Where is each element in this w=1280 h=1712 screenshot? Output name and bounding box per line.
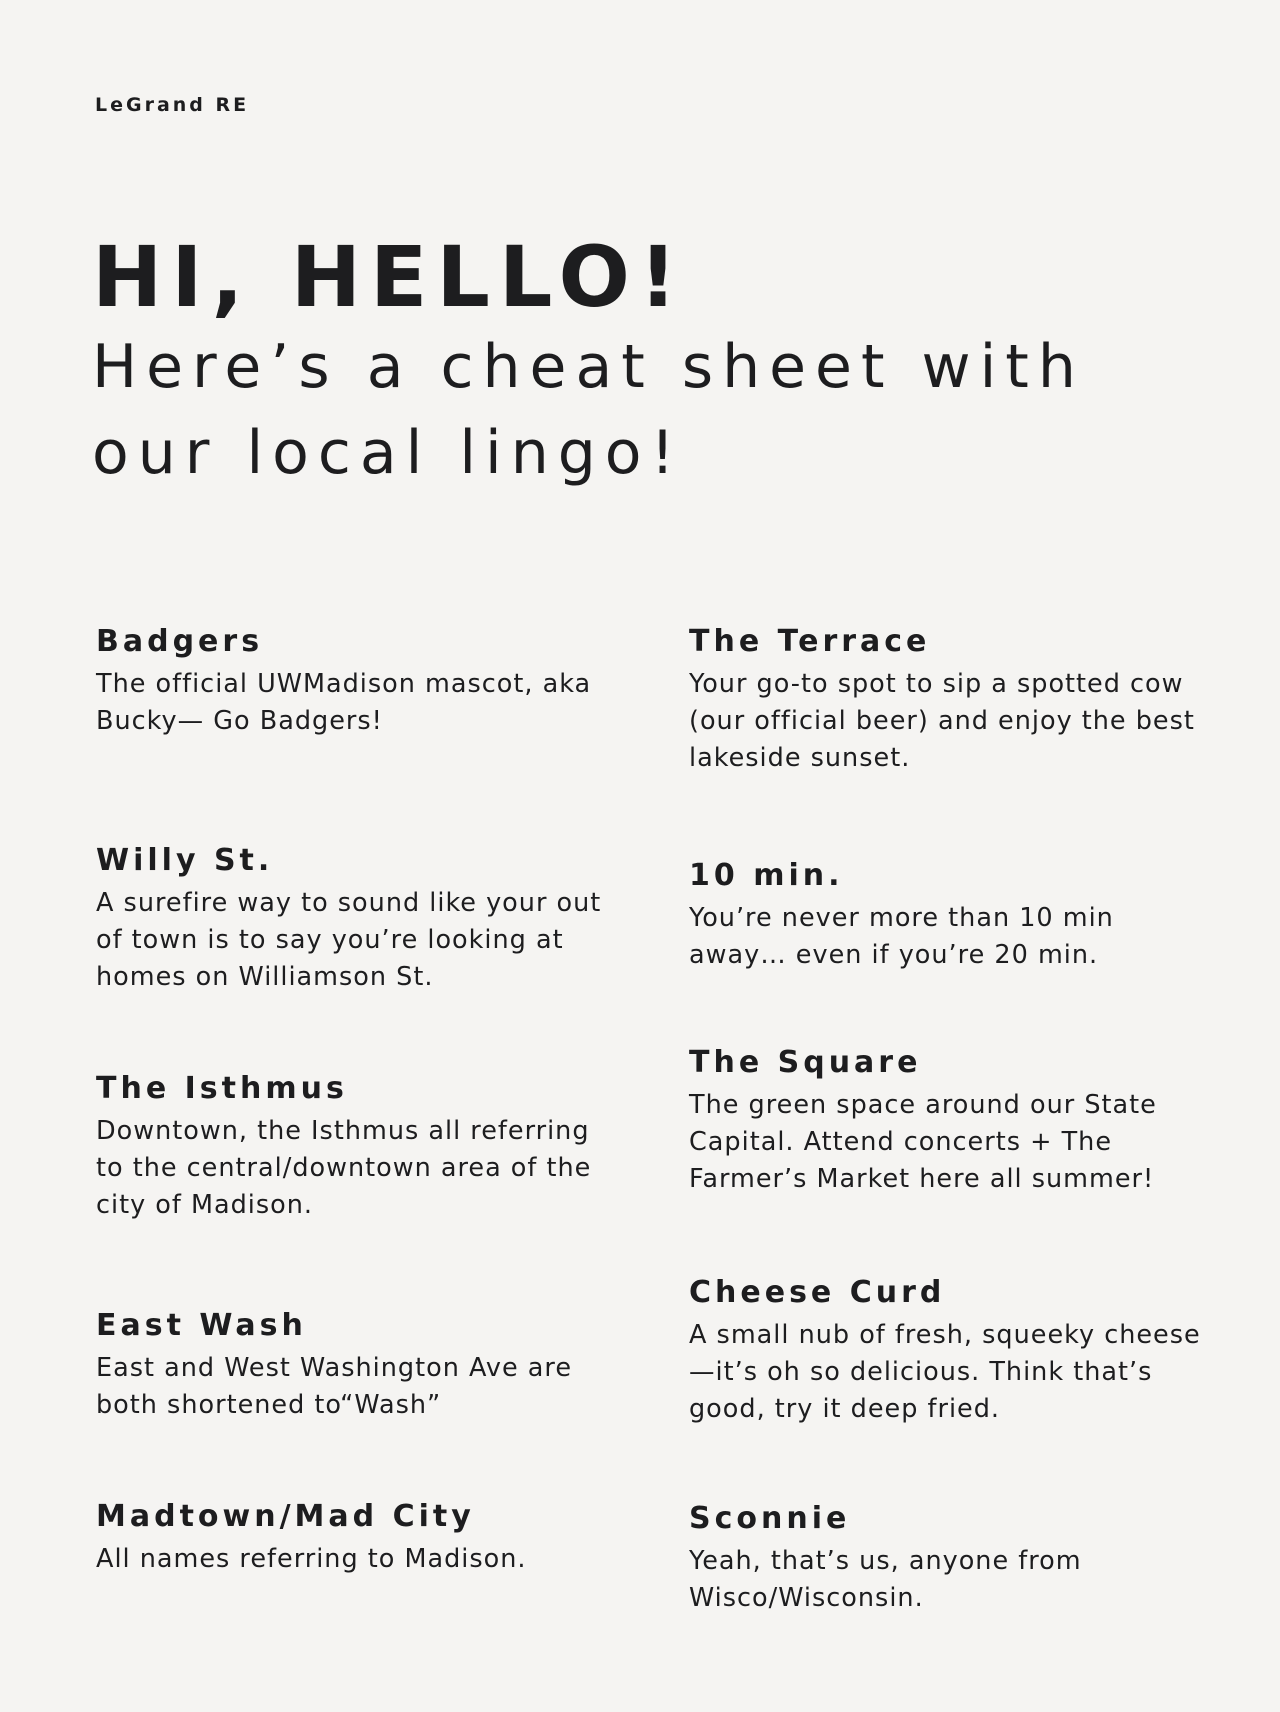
- term-definition: Yeah, that’s us, anyone from Wisco/Wisconsin.: [689, 1546, 1082, 1613]
- hero-subtitle: Here’s a cheat sheet with our local lingo!: [92, 332, 1085, 488]
- term-definition: All names referring to Madison.: [96, 1544, 527, 1574]
- term-definition: You’re never more than 10 min away… even if you’re 20 min.: [689, 903, 1114, 970]
- term-definition: The official UWMadison mascot, aka Bucky— Go Badgers!: [96, 669, 592, 736]
- term-entry: [96, 841, 616, 996]
- term-title: Sconnie: [689, 1501, 851, 1536]
- term-entry: [96, 1497, 616, 1578]
- term-title: Cheese Curd: [689, 1275, 946, 1310]
- term-entry: [689, 1043, 1209, 1198]
- term-definition: Your go-to spot to sip a spotted cow (our official beer) and enjoy the best lakeside sunset.: [689, 669, 1195, 773]
- term-entry: [96, 1069, 616, 1224]
- term-title: Willy St.: [96, 843, 274, 878]
- term-entry: [689, 1273, 1209, 1428]
- term-definition: Downtown, the Isthmus all referring to the central/downtown area of the city of Madison.: [96, 1116, 592, 1220]
- term-definition: East and West Washington Ave are both shortened to“Wash”: [96, 1353, 573, 1420]
- term-entry: [689, 1499, 1209, 1617]
- term-title: Badgers: [96, 624, 264, 659]
- term-definition: The green space around our State Capital. Attend concerts + The Farmer’s Market here all summer!: [689, 1090, 1157, 1194]
- brand-name: LeGrand RE: [95, 94, 250, 116]
- term-entry: [96, 622, 616, 740]
- term-title: Madtown/Mad City: [96, 1499, 475, 1534]
- hero-heading: [92, 228, 1092, 496]
- term-definition: A surefire way to sound like your out of town is to say you’re looking at homes on Williamson St.: [96, 888, 602, 992]
- term-title: East Wash: [96, 1308, 307, 1343]
- term-entry: [689, 856, 1209, 974]
- term-entry: [96, 1306, 616, 1424]
- term-title: The Isthmus: [96, 1071, 348, 1106]
- term-title: The Terrace: [689, 624, 931, 659]
- term-definition: A small nub of fresh, squeeky cheese —it’s oh so delicious. Think that’s good, try it deep fried.: [689, 1320, 1201, 1424]
- term-title: The Square: [689, 1045, 922, 1080]
- term-title: 10 min.: [689, 858, 844, 893]
- term-entry: [689, 622, 1209, 777]
- hero-title: HI, HELLO!: [92, 228, 687, 326]
